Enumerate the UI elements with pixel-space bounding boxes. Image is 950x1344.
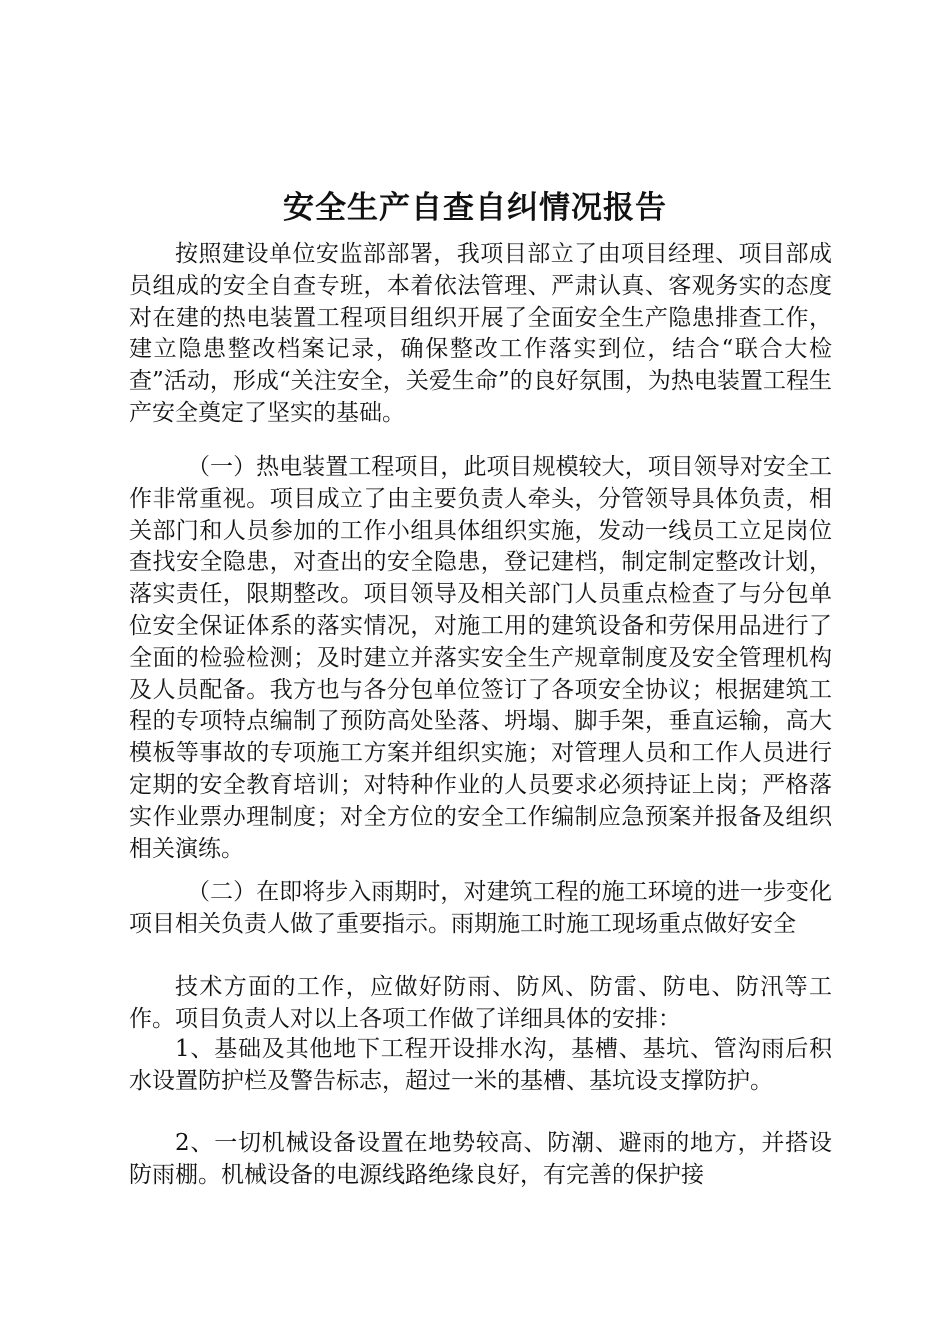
paragraph-section-2: （二）在即将步入雨期时，对建筑工程的施工环境的进一步变化项目相关负责人做了重要指示。雨期施工时施工现场重点做好安全 (129, 879, 832, 937)
paragraph-item-2: 2、一切机械设备设置在地势较高、防潮、避雨的地方，并搭设防雨棚。机械设备的电源线路绝缘良好，有完善的保护接 (129, 1130, 832, 1188)
paragraph-section-1: （一）热电装置工程项目，此项目规模较大，项目领导对安全工作非常重视。项目成立了由主要负责人牵头，分管领导具体负责，相关部门和人员参加的工作小组具体组织实施，发动一线员工立足岗位查找安全隐患，对查出的安全隐患，登记建档，制定制定整改计划，落实责任，限期整改。项目领导及相关部门人员重点检查了与分包单位安全保证体系的落实情况，对施工用的建筑设备和劳保用品进行了全面的检验检测；及时建立并落实安全生产规章制度及安全管理机构及人员配备。我方也与各分包单位签订了各项安全协议；根据建筑工程的专项特点编制了预防高处坠落、坍塌、脚手架，垂直运输，高大模板等事故的专项施工方案并组织实施；对管理人员和工作人员进行定期的安全教育培训；对特种作业的人员要求必须持证上岗；严格落实作业票办理制度；对全方位的安全工作编制应急预案并报备及组织相关演练。 (129, 454, 832, 862)
paragraph-technical: 技术方面的工作，应做好防雨、防风、防雷、防电、防汛等工作。项目负责人对以上各项工作做了详细具体的安排： (129, 974, 832, 1032)
paragraph-intro: 按照建设单位安监部部署，我项目部立了由项目经理、项目部成员组成的安全自查专班，本着依法管理、严肃认真、客观务实的态度对在建的热电装置工程项目组织开展了全面安全生产隐患排查工作，建立隐患整改档案记录，确保整改工作落实到位，结合“联合大检查”活动，形成“关注安全，关爱生命”的良好氛围，为热电装置工程生产安全奠定了坚实的基础。 (129, 241, 832, 426)
paragraph-item-1: 1、基础及其他地下工程开设排水沟，基槽、基坑、管沟雨后积水设置防护栏及警告标志，超过一米的基槽、基坑设支撑防护。 (129, 1036, 832, 1094)
document-title: 安全生产自查自纠情况报告 (283, 190, 667, 226)
